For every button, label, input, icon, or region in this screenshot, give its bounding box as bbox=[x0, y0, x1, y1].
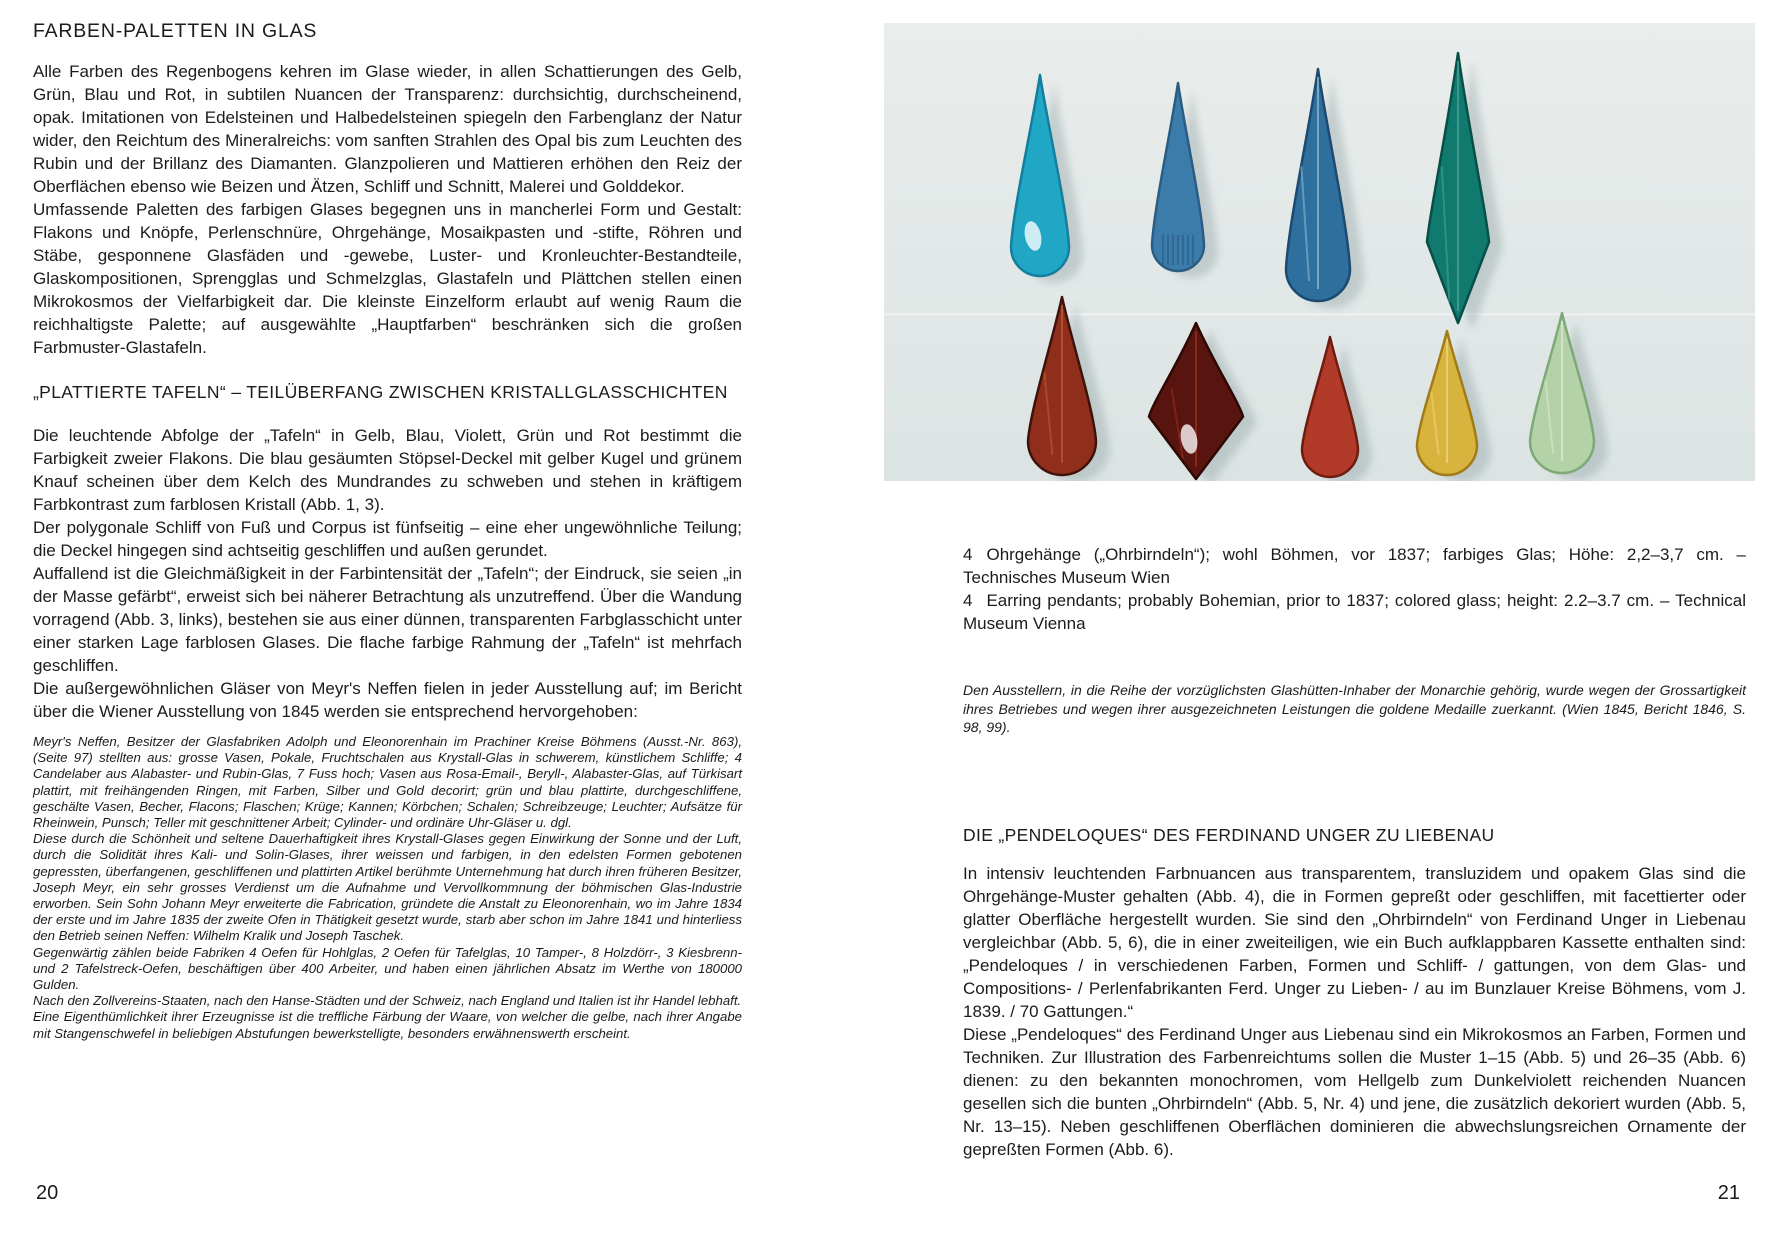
quote-paragraph: Gegenwärtig zählen beide Fabriken 4 Oefen für Hohlglas, 2 Oefen für Tafelglas, 10 Tamper-, 8 Holzdörr-, 3 Kiesbrenn- und 2 Tafelstreck-Oefen, beschäftigen über 400 Arbeiter, und haben einen jährlichen Absatz im Werthe von 180000 Gulden. bbox=[33, 944, 742, 993]
pendants-photo bbox=[884, 23, 1755, 481]
intro-paragraph: Umfassende Paletten des farbigen Glases begegnen uns in mancherlei Form und Gestalt: Flakons und Knöpfe, Perlenschnüre, Ohrgehänge, Mosaikpasten und -stifte, Röhren und Stäbe, gesponnene Glasfäden und -gewebe, Luster- und Kronleuchter-Bestandteile, Glaskompositionen, Sprengglas und Schmelzglas, Glastafeln und Plättchen stellen einen Mikrokosmos der Vielfarbigkeit dar. Die kleinste Einzelform erlaubt auf wenig Raum die reichhaltigste Palette; auf ausgewählte „Hauptfarben“ beschränken sich die großen Farbmuster-Glastafeln. bbox=[33, 200, 742, 357]
page-number-right: 21 bbox=[1717, 1182, 1740, 1204]
body-paragraph: Diese „Pendeloques“ des Ferdinand Unger aus Liebenau sind ein Mikrokosmos an Farben, Formen und Techniken. Zur Illustration des Farbenreichtums sollen die Muster 1–15 (Abb. 5) und 26–35 (Abb. 6) dienen: zu den bekannten monochromen, vom Hellgelb zum Dunkelviolett reichenden Nuancen gesellen sich die bunten „Ohrbirndeln“ (Abb. 5, Nr. 4) und jene, die zusätzlich dekoriert wurden (Abb. 5, Nr. 13–15). Neben geschliffenen Oberflächen dominieren die abwechslungsreichen Ornamente der gepreßten Formen (Abb. 6). bbox=[963, 1024, 1746, 1159]
figure-caption-german bbox=[963, 543, 1746, 589]
quote-paragraph: Eine Eigenthümlichkeit ihrer Erzeugnisse ist die treffliche Färbung der Waare, von welcher die gelbe, nach ihrer Angabe mit Stangenschwefel in beliebigen Abstufungen bewerkstelligte, besonders erwähnenswerth erscheint. bbox=[33, 1009, 742, 1041]
section-heading-plattierte-tafeln: „PLATTIERTE TAFELN“ – TEILÜBERFANG ZWISCHEN KRISTALLGLASSCHICHTEN bbox=[33, 382, 728, 402]
exhibition-report-quote bbox=[33, 734, 742, 1042]
caption-text: Ohrgehänge („Ohrbirndeln“); wohl Böhmen, vor 1837; farbiges Glas; Höhe: 2,2–3,7 cm. – Technisches Museum Wien bbox=[963, 545, 1746, 587]
quote-paragraph: Nach den Zollvereins-Staaten, nach den Hanse-Städten und der Schweiz, nach England und Italien ist ihr Handel lebhaft. bbox=[33, 993, 742, 1009]
photo-midline bbox=[884, 313, 1755, 316]
caption-number: 4 bbox=[963, 591, 973, 610]
body-paragraph: Auffallend ist die Gleichmäßigkeit in der Farbintensität der „Tafeln“; der Eindruck, sie seien „in der Masse gefärbt“, erweist sich bei näherer Betrachtung als unzutreffend. Über die Wandung vorragend (Abb. 3, links), bestehen sie aus einer dünnen, transparenten Farbglasschicht unter einer starken Lage farblosen Glases. Die flache farbige Rahmung der „Tafeln“ ist mehrfach geschliffen. bbox=[33, 564, 742, 675]
quote-paragraph: Diese durch die Schönheit und seltene Dauerhaftigkeit ihres Krystall-Glases gegen Einwirkung der Sonne und der Luft, durch die Solidität ihres Kali- und Solin-Glases, ihrer weissen und farbigen, in den edelsten Formen gebotenen gepressten, überfangenen, geschliffenen und plattirten Artikel berühmte Unternehmung hat durch ihren früheren Besitzer, Joseph Meyr, ein sehr grosses Verdienst um die Aufnahme und Vervollkommnung der böhmischen Glas-Industrie erworben. Sein Sohn Johann Meyr erweiterte die Fabrication, gründete die Anstalt zu Eleonorenhain, wo im Jahre 1834 der erste und im Jahre 1835 der zweite Ofen in Thätigkeit gesetzt wurde, starb aber schon im Jahre 1841 und hinterliess den Betrieb seinen Neffen: Wilhelm Kralik und Joseph Taschek. bbox=[33, 831, 742, 944]
quote-paragraph: Meyr's Neffen, Besitzer der Glasfabriken Adolph und Eleonorenhain im Prachiner Kreise Böhmens (Ausst.-Nr. 863), (Seite 97) stellten aus: grosse Vasen, Pokale, Fruchtschalen aus Krystall-Glas in schwerem, künstlichem Schliffe; 4 Candelaber aus Alabaster- und Rubin-Glas, 7 Fuss hoch; Vasen aus Rosa-Email-, Beryll-, Alabaster-Glas, auf Türkisart plattirt, mit freihängenden Ringen, mit Farben, Silber und Gold decorirt; grün und blau plattirte, durchgeschliffene, geschälte Vasen, Becher, Flacons; Flaschen; Krüge; Kannen; Körbchen; Schalen; Schreibzeuge; Leuchter; Aufsätze für Rheinwein, Punsch; Teller mit geschnittener Arbeit; Cylinder- und ordinäre Uhr-Gläser u. dgl. bbox=[33, 734, 742, 831]
pendants-figure bbox=[884, 23, 1755, 481]
caption-text: Earring pendants; probably Bohemian, prior to 1837; colored glass; height: 2.2–3.7 cm. – Technical Museum Vienna bbox=[963, 591, 1746, 633]
page-title: FARBEN-PALETTEN IN GLAS bbox=[33, 20, 318, 42]
caption-number: 4 bbox=[963, 545, 973, 564]
medal-quote: Den Ausstellern, in die Reihe der vorzüglichsten Glashütten-Inhaber der Monarchie gehörig, wurde wegen der Grossartigkeit ihres Betriebes und wegen ihrer ausgezeichneten Leistungen die goldene Medaille zuerkannt. (Wien 1845, Bericht 1846, S. 98, 99). bbox=[963, 682, 1746, 735]
page-number-left: 20 bbox=[36, 1182, 59, 1204]
intro-paragraph: Alle Farben des Regenbogens kehren im Glase wieder, in allen Schattierungen des Gelb, Grün, Blau und Rot, in subtilen Nuancen der Transparenz: durchsichtig, durchscheinend, opak. Imitationen von Edelsteinen und Halbedelsteinen spiegeln den Farbenglanz der Natur wider, den Reichtum des Mineralreichs: vom sanften Strahlen des Opal bis zum Leuchten des Rubin und der Brillanz des Diamanten. Glanzpolieren und Mattieren erhöhen den Reiz der Oberflächen ebenso wie Beizen und Ätzen, Schliff und Schnitt, Malerei und Golddekor. bbox=[33, 62, 742, 196]
left-page-column bbox=[33, 20, 742, 1042]
body-paragraph: In intensiv leuchtenden Farbnuancen aus transparentem, transluzidem und opakem Glas sind die Ohrgehänge-Muster gehalten (Abb. 4), die in Formen gepreßt oder geschliffen, mit facettierter oder glatter Oberfläche hergestellt wurden. Sie sind den „Ohrbirndeln“ von Ferdinand Unger in Liebenau vergleichbar (Abb. 5, 6), die in einer zweiteiligen, wie ein Buch aufklappbaren Kassette enthalten sind: „Pendeloques / in verschiedenen Farben, Formen und Schliff- / gattungen, von dem Glas- und Compositions- / Perlenfabrikanten Ferd. Unger zu Lieben- / au im Bunzlauer Kreise Böhmens, vom J. 1839. / 70 Gattungen.“ bbox=[963, 863, 1746, 1021]
right-page-column bbox=[963, 543, 1746, 1161]
body-paragraph: Die außergewöhnlichen Gläser von Meyr's Neffen fielen in jeder Ausstellung auf; im Bericht über die Wiener Ausstellung von 1845 werden sie entsprechend hervorgehoben: bbox=[33, 679, 742, 721]
figure-caption-english bbox=[963, 589, 1746, 635]
body-paragraph: Die leuchtende Abfolge der „Tafeln“ in Gelb, Blau, Violett, Grün und Rot bestimmt die Farbigkeit zweier Flakons. Die blau gesäumten Stöpsel-Deckel mit gelber Kugel und grünem Knauf scheinen über dem Kelch des Mundrandes zu schweben und stehen in kräftigem Farbkontrast zum farblosen Kristall (Abb. 1, 3). bbox=[33, 426, 742, 514]
body-paragraph: Der polygonale Schliff von Fuß und Corpus ist fünfseitig – eine eher ungewöhnliche Teilung; die Deckel hingegen sind achtseitig geschliffen und außen gerundet. bbox=[33, 518, 742, 560]
section-heading-pendeloques: DIE „PENDELOQUES“ DES FERDINAND UNGER ZU LIEBENAU bbox=[963, 824, 1495, 845]
